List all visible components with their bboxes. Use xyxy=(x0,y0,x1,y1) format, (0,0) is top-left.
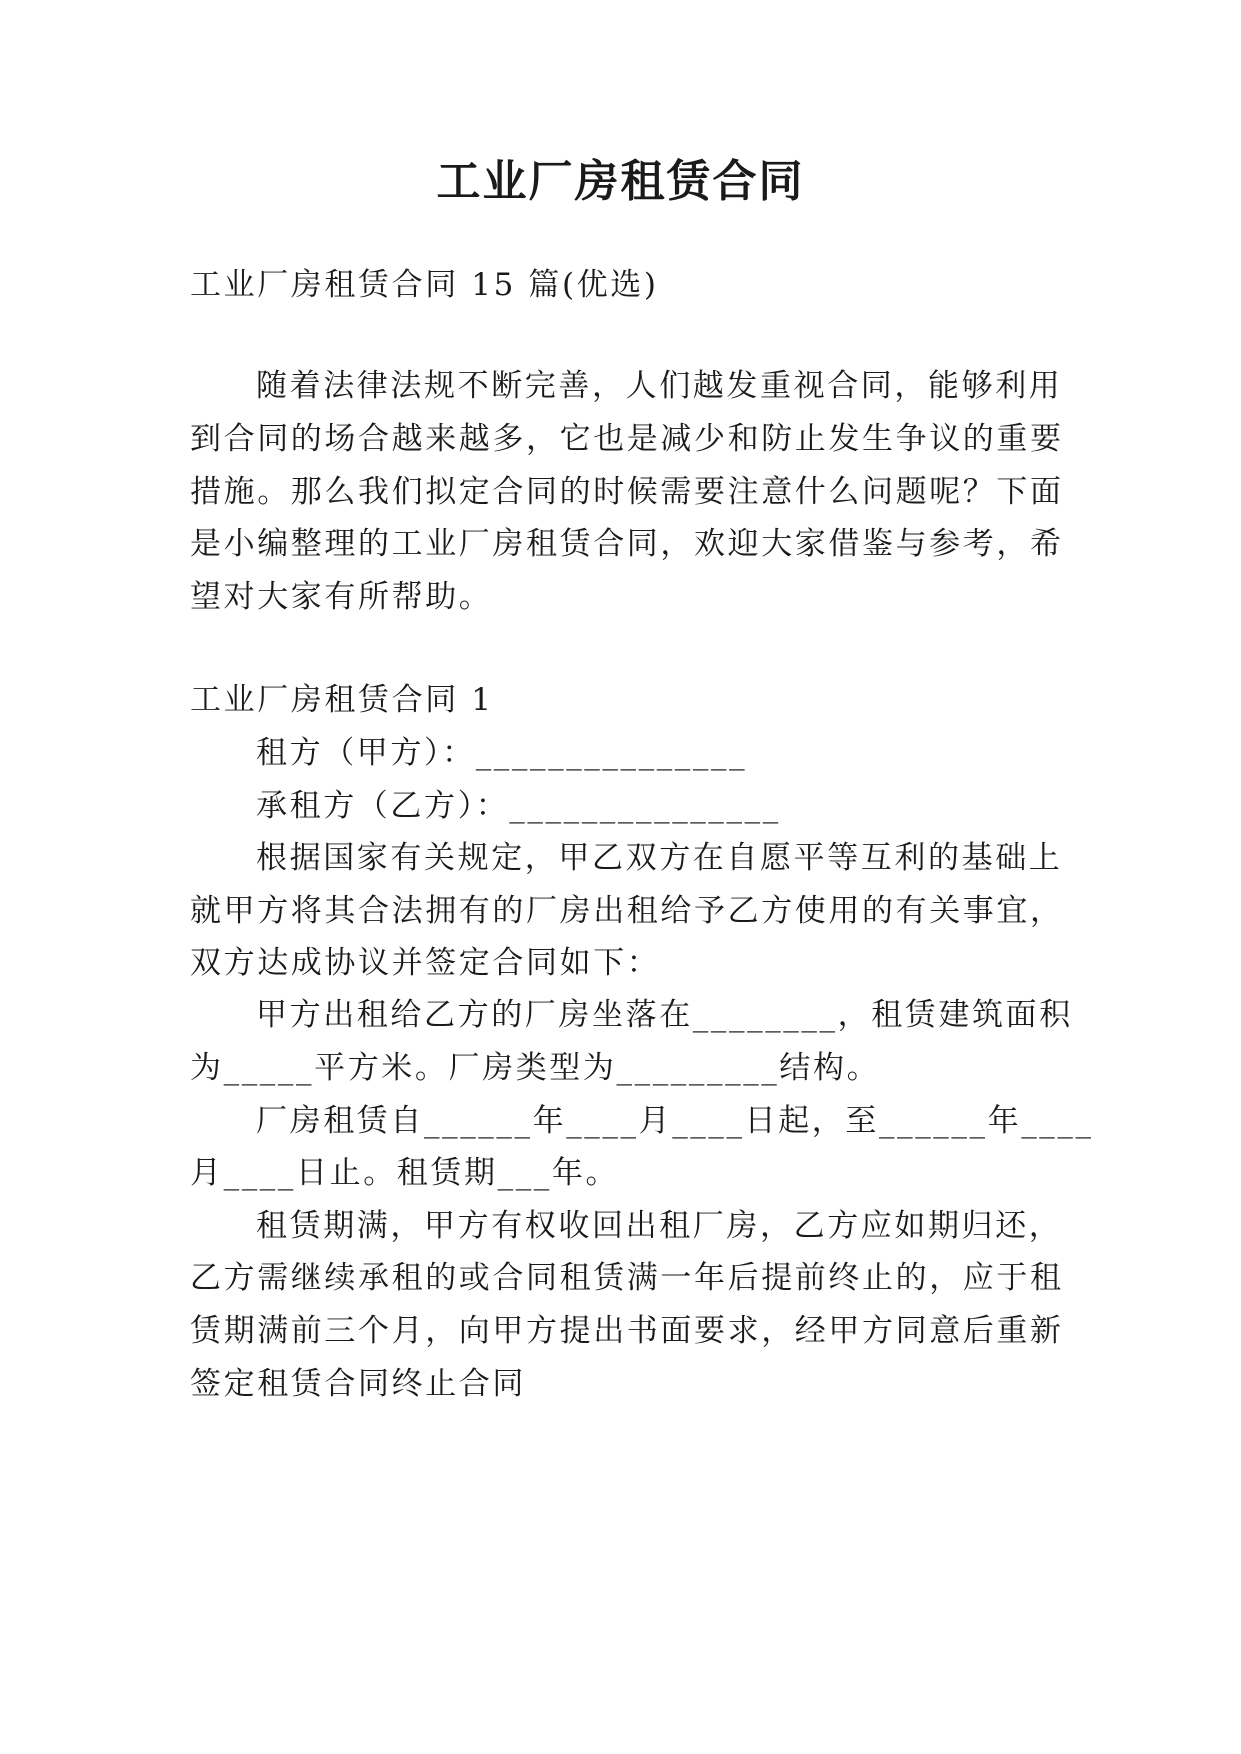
intro-line-2: 到合同的场合越来越多，它也是减少和防止发生争议的重要 xyxy=(190,421,1064,457)
intro-line-4: 是小编整理的工业厂房租赁合同，欢迎大家借鉴与参考，希 xyxy=(190,526,1064,562)
expiry-line-4: 签定租赁合同终止合同 xyxy=(190,1366,526,1402)
party-b-line: 承租方（乙方）：_______________ xyxy=(256,788,781,824)
expiry-line-1: 租赁期满，甲方有权收回出租厂房，乙方应如期归还， xyxy=(256,1208,1063,1244)
basis-line-1: 根据国家有关规定，甲乙双方在自愿平等互利的基础上 xyxy=(256,840,1063,876)
term-line-2: 月____日止。租赁期___年。 xyxy=(190,1155,620,1191)
basis-line-2: 就甲方将其合法拥有的厂房出租给予乙方使用的有关事宜， xyxy=(190,893,1064,929)
expiry-line-3: 赁期满前三个月，向甲方提出书面要求，经甲方同意后重新 xyxy=(190,1313,1064,1349)
section-heading: 工业厂房租赁合同 1 xyxy=(190,682,494,718)
party-a-line: 租方（甲方）：_______________ xyxy=(256,735,748,771)
intro-line-3: 措施。那么我们拟定合同的时候需要注意什么问题呢？下面 xyxy=(190,474,1064,510)
document-subtitle: 工业厂房租赁合同 15 篇(优选) xyxy=(190,267,659,303)
expiry-line-2: 乙方需继续承租的或合同租赁满一年后提前终止的，应于租 xyxy=(190,1260,1064,1296)
basis-line-3: 双方达成协议并签定合同如下： xyxy=(190,945,661,981)
location-line-2: 为_____平方米。厂房类型为_________结构。 xyxy=(190,1050,881,1086)
location-line-1: 甲方出租给乙方的厂房坐落在________，租赁建筑面积 xyxy=(256,997,1073,1033)
intro-line-1: 随着法律法规不断完善，人们越发重视合同，能够利用 xyxy=(256,368,1063,404)
term-line-1: 厂房租赁自______年____月____日起，至______年____ xyxy=(256,1103,1094,1139)
intro-line-5: 望对大家有所帮助。 xyxy=(190,579,493,615)
document-title: 工业厂房租赁合同 xyxy=(436,156,805,207)
